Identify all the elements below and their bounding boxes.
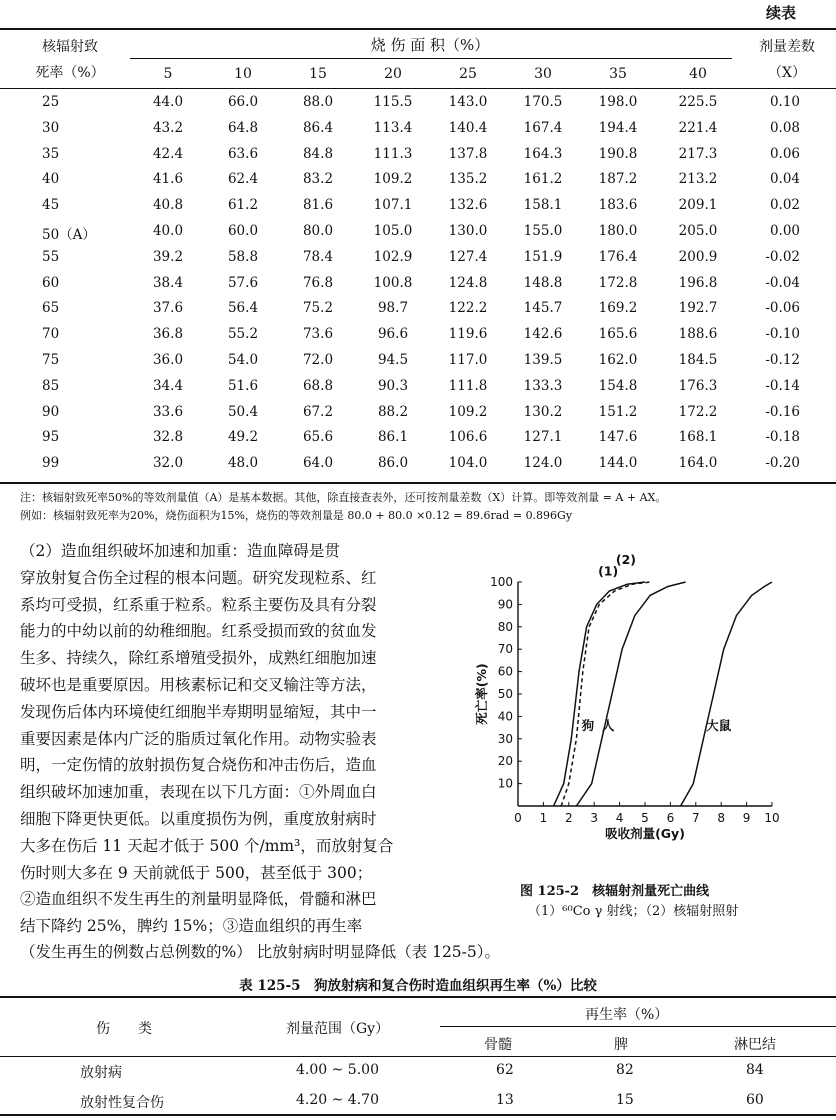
table-cell: 190.8: [598, 145, 638, 162]
row-rate: 25: [42, 94, 60, 110]
body-paragraph: [20, 538, 462, 940]
header-area-4: 25: [459, 66, 477, 82]
table-cell: 105.0: [373, 223, 413, 239]
table5-row2-marrow: 13: [496, 1092, 514, 1108]
series-line-1: [561, 582, 650, 806]
table-cell: 221.4: [678, 119, 718, 136]
table5-col-type: 伤 类: [96, 1021, 152, 1037]
table-cell: 54.0: [227, 352, 259, 368]
table-cell: 38.4: [152, 274, 184, 291]
row-rate: 90: [42, 403, 60, 420]
continued-label: 续表: [766, 4, 797, 22]
table-cell: 143.0: [448, 94, 488, 110]
x-tick-label: 7: [691, 811, 700, 825]
table-cell: 57.6: [227, 274, 259, 291]
table-cell: 213.2: [678, 171, 718, 188]
table-cell: 142.6: [523, 326, 563, 343]
y-axis-label: 死亡率(%): [474, 663, 489, 725]
table-cell: 72.0: [302, 352, 334, 368]
x-tick-label: 3: [590, 811, 599, 825]
row-dose-diff: -0.06: [765, 300, 800, 317]
table-cell: 60.0: [227, 223, 259, 239]
row-rate: 60: [42, 274, 60, 291]
table-cell: 44.0: [152, 94, 184, 110]
table5-row2-spleen: 15: [616, 1092, 634, 1108]
table-note-line2: 例如：核辐射致死率为20%，烧伤面积为15%，烧伤的等效剂量是 80.0 + 80.0 ×0.12 = 89.6rad = 0.896Gy: [20, 509, 573, 522]
table-cell: 200.9: [678, 248, 718, 265]
table-cell: 67.2: [302, 403, 334, 420]
table-cell: 132.6: [448, 197, 488, 214]
table-cell: 145.7: [523, 300, 563, 317]
series-line-3: [681, 582, 772, 806]
table-cell: 86.4: [302, 119, 334, 136]
table-cell: 140.4: [448, 119, 488, 136]
table-cell: 155.0: [523, 223, 563, 239]
table-cell: 164.3: [523, 145, 563, 162]
table-cell: 62.4: [227, 171, 259, 188]
table-cell: 102.9: [373, 248, 413, 265]
table-cell: 55.2: [227, 326, 259, 343]
table-cell: 40.0: [152, 223, 184, 239]
header-rate-line2: 死率（%）: [35, 65, 105, 81]
table-cell: 217.3: [678, 145, 718, 162]
table-cell: 147.6: [598, 429, 638, 446]
table-cell: 64.8: [227, 119, 259, 136]
paragraph-line: 细胞下降更快更低。以重度损伤为例，重度放射病时: [20, 809, 377, 828]
row-rate: 65: [42, 300, 60, 317]
table-cell: 37.6: [152, 300, 184, 317]
x-tick-label: 4: [615, 811, 624, 825]
table-cell: 104.0: [448, 455, 488, 472]
table-cell: 43.2: [152, 119, 184, 136]
table-cell: 107.1: [373, 197, 413, 214]
table-cell: 187.2: [598, 171, 638, 188]
row-dose-diff: 0.00: [769, 223, 800, 239]
row-rate: 95: [42, 429, 60, 446]
table-cell: 90.3: [377, 377, 409, 394]
header-group-rule: [130, 58, 732, 59]
table-cell: 33.6: [152, 403, 184, 420]
row-rate: 30: [42, 119, 60, 136]
table-cell: 122.2: [448, 300, 488, 317]
row-dose-diff: -0.14: [765, 377, 800, 394]
row-rate: 35: [42, 145, 60, 162]
table-cell: 137.8: [448, 145, 488, 162]
table-cell: 56.4: [227, 300, 259, 317]
dose-mortality-chart: [470, 552, 830, 841]
table-cell: 36.0: [152, 352, 184, 368]
table-cell: 183.6: [598, 197, 638, 214]
header-area-0: 5: [163, 66, 173, 82]
row-dose-diff: -0.10: [765, 326, 800, 343]
table-cell: 111.8: [448, 377, 488, 394]
table-cell: 135.2: [448, 171, 488, 188]
table-cell: 75.2: [302, 300, 334, 317]
table-cell: 78.4: [302, 248, 334, 265]
y-tick-label: 10: [497, 776, 513, 791]
series-line-0: [554, 582, 645, 806]
table-cell: 139.5: [523, 352, 563, 368]
table-bottom-rule: [0, 482, 836, 484]
table-cell: 158.1: [523, 197, 563, 214]
y-tick-label: 80: [497, 619, 513, 634]
row-dose-diff: 0.02: [769, 197, 800, 214]
row-rate: 99: [42, 455, 60, 472]
table-cell: 180.0: [598, 223, 638, 239]
table-cell: 109.2: [448, 403, 488, 420]
header-area-2: 15: [309, 66, 327, 82]
x-axis-label: 吸收剂量(Gy): [605, 826, 685, 841]
row-rate: 55: [42, 248, 60, 265]
row-dose-diff: -0.20: [765, 455, 800, 472]
table-cell: 65.6: [302, 429, 334, 446]
table-cell: 124.0: [523, 455, 563, 472]
table-cell: 172.8: [598, 274, 638, 291]
y-tick-label: 20: [497, 754, 513, 769]
table-cell: 127.1: [523, 429, 563, 446]
table5-row1-spleen: 82: [616, 1062, 634, 1078]
table-cell: 68.8: [302, 377, 334, 394]
table-cell: 86.0: [377, 455, 409, 472]
table-cell: 51.6: [227, 377, 259, 394]
table-cell: 39.2: [152, 248, 184, 265]
table-cell: 88.2: [377, 403, 409, 420]
table-cell: 225.5: [678, 94, 718, 110]
row-dose-diff: 0.08: [769, 119, 800, 136]
x-tick-label: 9: [742, 811, 751, 825]
table5-top-rule: [0, 996, 836, 998]
table-cell: 49.2: [227, 429, 259, 446]
row-rate: 85: [42, 377, 60, 394]
table-cell: 96.6: [377, 326, 409, 343]
row-rate: 75: [42, 352, 60, 368]
table5-subcol-marrow: 骨髓: [484, 1037, 512, 1053]
table-cell: 176.3: [678, 377, 718, 394]
y-tick-label: 50: [497, 687, 513, 701]
table-cell: 188.6: [678, 326, 718, 343]
figure-title: 图 125-2 核辐射剂量死亡曲线: [520, 884, 710, 899]
table-cell: 109.2: [373, 171, 413, 188]
figure-subtitle: （1）⁶⁰Co γ 射线；（2）核辐射照射: [528, 904, 739, 919]
body-paragraph-last-line: （发生再生的例数占总例数的%） 比放射病时明显降低（表 125-5）。: [20, 943, 501, 961]
row-dose-diff: 0.10: [769, 94, 800, 110]
table-cell: 100.8: [373, 274, 413, 291]
header-dose-diff-line2: （X）: [768, 65, 806, 81]
table-cell: 94.5: [377, 352, 409, 368]
table5-bottom-rule: [0, 1114, 836, 1116]
table-cell: 48.0: [227, 455, 259, 472]
x-tick-label: 1: [539, 811, 548, 825]
table-cell: 148.8: [523, 274, 563, 291]
series-line-2: [576, 582, 685, 806]
y-tick-label: 70: [497, 642, 513, 657]
paragraph-line: 结下降约 25%，脾约 15%；③造血组织的再生率: [20, 917, 363, 936]
row-dose-diff: 0.06: [769, 145, 800, 162]
table-cell: 124.8: [448, 274, 488, 291]
table-cell: 151.9: [523, 248, 563, 265]
table5-subcol-lymph: 淋巴结: [734, 1037, 776, 1053]
chart-annotation: (2): [615, 552, 637, 568]
header-area-1: 10: [234, 66, 252, 82]
row-dose-diff: -0.18: [765, 429, 800, 446]
table-cell: 196.8: [678, 274, 718, 291]
table-cell: 40.8: [152, 197, 184, 214]
row-rate: 50（A）: [42, 227, 96, 243]
table-cell: 80.0: [302, 223, 334, 239]
row-rate: 40: [42, 171, 60, 188]
table-cell: 113.4: [373, 119, 413, 136]
table-cell: 63.6: [227, 145, 259, 162]
paragraph-line: 能力的中幼以前的幼稚细胞。红系受损而致的贫血发: [20, 622, 377, 641]
table-note-line1: 注：核辐射致死率50%的等效剂量值（A）是基本数据。其他，除直接查表外，还可按剂量差数（X）计算。即等效剂量 = A + AX。: [20, 491, 667, 504]
header-burn-area: 烧 伤 面 积（%）: [370, 36, 490, 54]
x-tick-label: 8: [717, 811, 726, 825]
table-cell: 144.0: [598, 455, 638, 472]
table-cell: 34.4: [152, 377, 184, 394]
table-cell: 115.5: [373, 94, 413, 110]
table5-row1-type: 放射病: [80, 1065, 122, 1081]
table-cell: 127.4: [448, 248, 488, 265]
table-cell: 117.0: [448, 352, 488, 368]
table-cell: 36.8: [152, 326, 184, 343]
table-cell: 76.8: [302, 274, 334, 291]
table-cell: 130.2: [523, 403, 563, 420]
table5-row2-dose: 4.20 ~ 4.70: [296, 1092, 379, 1108]
table-cell: 86.1: [377, 429, 409, 446]
paragraph-line: 重要因素是体内广泛的脂质过氧化作用。动物实验表: [20, 729, 377, 748]
header-rate-line1: 核辐射致: [42, 39, 98, 55]
table5-subcol-spleen: 脾: [614, 1037, 628, 1053]
table-cell: 50.4: [227, 403, 259, 420]
paragraph-line: 组织破坏加速加重，表现在以下几方面：①外周血白: [20, 783, 377, 802]
paragraph-line: 大多在伤后 11 天起才低于 500 个/mm³，而放射复合: [20, 836, 394, 855]
table-cell: 106.6: [448, 429, 488, 446]
table-cell: 41.6: [152, 171, 184, 188]
table-cell: 205.0: [678, 223, 718, 239]
paragraph-line: 伤时则大多在 9 天前就低于 500，甚至低于 300；: [20, 863, 373, 882]
table-cell: 209.1: [678, 197, 718, 214]
table-cell: 73.6: [302, 326, 334, 343]
table-cell: 192.7: [678, 300, 718, 317]
y-tick-label: 60: [497, 664, 513, 679]
row-dose-diff: 0.04: [769, 171, 800, 188]
y-tick-label: 40: [497, 709, 513, 724]
table-top-rule: [0, 28, 836, 30]
row-rate: 70: [42, 326, 60, 343]
table5-row1-dose: 4.00 ~ 5.00: [296, 1062, 379, 1078]
table5-col-dose: 剂量范围（Gy）: [286, 1021, 390, 1037]
x-tick-label: 2: [564, 811, 573, 825]
table5-header-rule: [0, 1056, 836, 1057]
table5-row2-type: 放射性复合伤: [80, 1095, 164, 1111]
paragraph-line: 破坏也是重要原因。用核素标记和交叉输注等方法，: [20, 675, 377, 694]
paragraph-line: ②造血组织不发生再生的剂量明显降低，骨髓和淋巴: [20, 890, 377, 909]
paragraph-line: 发现伤后体内环境使红细胞半寿期明显缩短，其中一: [20, 702, 377, 721]
table-cell: 32.0: [152, 455, 184, 472]
table-cell: 165.6: [598, 326, 638, 343]
table-cell: 58.8: [227, 248, 259, 265]
table5-col-regen: 再生率（%）: [585, 1007, 669, 1023]
table-cell: 162.0: [598, 352, 638, 368]
table-cell: 172.2: [678, 403, 718, 420]
table-cell: 168.1: [678, 429, 718, 446]
table-cell: 61.2: [227, 197, 259, 214]
table-cell: 130.0: [448, 223, 488, 239]
table-cell: 88.0: [302, 94, 334, 110]
chart-annotation: 人: [601, 717, 615, 733]
table-cell: 167.4: [523, 119, 563, 136]
paragraph-line: 生多、持续久，除红系增殖受损外，成熟红细胞加速: [20, 649, 377, 668]
table-cell: 64.0: [302, 455, 334, 472]
y-tick-label: 30: [497, 731, 513, 746]
header-area-3: 20: [384, 66, 402, 82]
table-cell: 133.3: [523, 377, 563, 394]
table-cell: 151.2: [598, 403, 638, 420]
chart-annotation: 狗: [581, 717, 595, 733]
table-cell: 83.2: [302, 171, 334, 188]
table-cell: 169.2: [598, 300, 638, 317]
table-cell: 98.7: [377, 300, 409, 317]
table-cell: 170.5: [523, 94, 563, 110]
paragraph-line: 明，一定伤情的放射损伤复合烧伤和冲击伤后，造血: [20, 756, 377, 775]
table5-title: 表 125-5 狗放射病和复合伤时造血组织再生率（%）比较: [239, 978, 597, 994]
table5-row1-marrow: 62: [496, 1062, 514, 1078]
chart-annotation: 大鼠: [706, 717, 732, 733]
x-tick-label: 5: [641, 811, 649, 825]
header-area-5: 30: [534, 66, 552, 82]
table-cell: 164.0: [678, 455, 718, 472]
header-area-6: 35: [609, 66, 627, 82]
paragraph-line: （2）造血组织破坏加速和加重：造血障碍是贯: [20, 542, 340, 560]
row-dose-diff: -0.16: [765, 403, 800, 420]
table-cell: 111.3: [373, 145, 413, 162]
table-cell: 194.4: [598, 119, 638, 136]
table-cell: 154.8: [598, 377, 638, 394]
y-tick-label: 100: [490, 575, 513, 589]
row-dose-diff: -0.12: [765, 352, 800, 368]
table-cell: 66.0: [227, 94, 259, 110]
table5-row1-lymph: 84: [746, 1062, 764, 1078]
table-cell: 84.8: [302, 145, 334, 162]
paragraph-line: 系均可受损，红系重于粒系。粒系主要伤及具有分裂: [20, 595, 377, 614]
x-tick-label: 0: [514, 811, 522, 825]
x-tick-label: 6: [666, 811, 675, 825]
header-bottom-rule: [0, 88, 836, 89]
header-dose-diff-line1: 剂量差数: [759, 39, 815, 55]
table-cell: 42.4: [152, 145, 184, 162]
x-tick-label: 10: [764, 811, 780, 825]
table-cell: 119.6: [448, 326, 488, 343]
y-tick-label: 90: [497, 597, 513, 612]
table-cell: 198.0: [598, 94, 638, 110]
table-cell: 32.8: [152, 429, 184, 446]
table-cell: 81.6: [302, 197, 334, 214]
table-cell: 161.2: [523, 171, 563, 188]
table5-group-rule: [440, 1026, 836, 1027]
row-dose-diff: -0.02: [765, 248, 800, 265]
table-cell: 176.4: [598, 248, 638, 265]
paragraph-line: 穿放射复合伤全过程的根本问题。研究发现粒系、红: [20, 568, 377, 587]
table5-row2-lymph: 60: [746, 1092, 764, 1108]
row-rate: 45: [42, 197, 60, 214]
table-cell: 184.5: [678, 352, 718, 368]
chart-annotation: (1): [598, 563, 619, 579]
row-dose-diff: -0.04: [765, 274, 800, 291]
header-area-7: 40: [689, 66, 707, 82]
